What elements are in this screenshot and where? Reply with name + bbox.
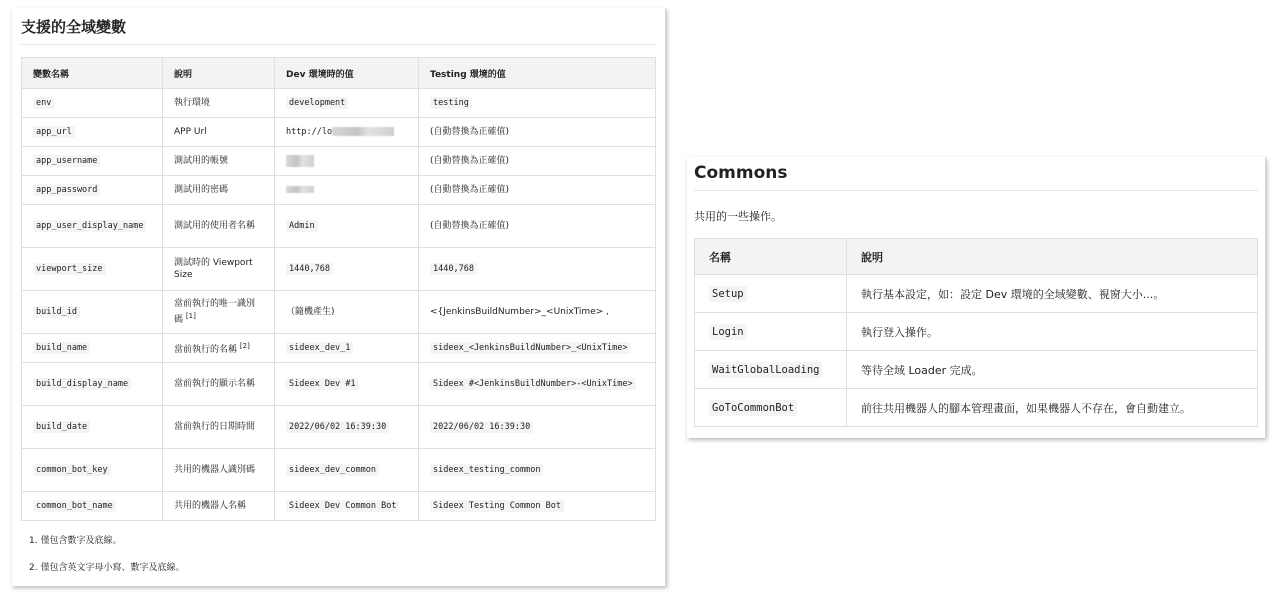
footnotes	[21, 533, 656, 573]
dev-value: Sideex Dev #1	[286, 378, 359, 390]
column-header: 名稱	[695, 239, 847, 275]
column-header: 說明	[163, 58, 275, 89]
command-name: WaitGlobalLoading	[709, 362, 822, 378]
table-header-row	[22, 58, 656, 89]
table-row	[22, 118, 656, 147]
table-row	[22, 492, 656, 521]
variable-description: APP Url	[163, 118, 275, 147]
command-name: Login	[709, 324, 747, 340]
testing-value: sideex_testing_common	[430, 464, 543, 476]
testing-value: 2022/06/02 16:39:30	[430, 421, 533, 433]
variable-name: build_name	[33, 342, 90, 354]
section-intro: 共用的一些操作。	[694, 210, 782, 223]
table-row	[22, 176, 656, 205]
redacted-blur	[286, 155, 314, 167]
variable-name: app_username	[33, 155, 100, 167]
table-row	[22, 147, 656, 176]
dev-value: Admin	[286, 220, 318, 232]
variable-description: 當前執行的顯示名稱	[163, 363, 275, 406]
command-description: 前往共用機器人的腳本管理畫面，如果機器人不存在，會自動建立。	[847, 389, 1258, 427]
dev-value: sideex_dev_1	[286, 342, 353, 354]
command-description: 執行基本設定，如：設定 Dev 環境的全域變數、視窗大小...。	[847, 275, 1258, 313]
global-variables-table	[21, 57, 656, 521]
table-row	[22, 334, 656, 363]
variable-description: 測試用的密碼	[163, 176, 275, 205]
dev-value: 1440,768	[286, 263, 333, 275]
variable-name: app_url	[33, 126, 75, 138]
testing-value: (自動替換為正確值)	[419, 205, 656, 248]
variable-name: env	[33, 97, 54, 109]
dev-value: Sideex Dev Common Bot	[286, 500, 399, 512]
variable-name: app_user_display_name	[33, 220, 146, 232]
footnote-ref[interactable]: [1]	[185, 312, 196, 320]
section-title: 支援的全域變數	[21, 16, 656, 45]
section-title: Commons	[694, 161, 1258, 191]
commons-table	[694, 238, 1258, 427]
table-row	[22, 205, 656, 248]
testing-value: (自動替換為正確值)	[419, 147, 656, 176]
table-row	[22, 291, 656, 334]
table-row	[695, 275, 1258, 313]
dev-value: （隨機產生)	[275, 291, 419, 334]
variable-description: 當前執行的名稱	[174, 345, 238, 355]
testing-value: Sideex Testing Common Bot	[430, 500, 564, 512]
variable-description: 共用的機器人識別碼	[163, 449, 275, 492]
variable-description: 執行環境	[163, 89, 275, 118]
variable-name: viewport_size	[33, 263, 106, 275]
dev-value: 2022/06/02 16:39:30	[286, 421, 389, 433]
column-header: 變數名稱	[22, 58, 163, 89]
command-description: 執行登入操作。	[847, 313, 1258, 351]
testing-value: Sideex #<JenkinsBuildNumber>-<UnixTime>	[430, 378, 636, 390]
variable-description: 當前執行的日期時間	[163, 406, 275, 449]
table-row	[695, 351, 1258, 389]
variable-name: common_bot_key	[33, 464, 111, 476]
command-name: GoToCommonBot	[709, 400, 797, 416]
redacted-blur	[286, 186, 314, 193]
table-header-row	[695, 239, 1258, 275]
dev-value: development	[286, 97, 348, 109]
variable-description-cell	[163, 291, 275, 334]
commons-panel	[687, 157, 1266, 438]
variable-name: app_password	[33, 184, 100, 196]
column-header: Testing 環境的值	[419, 58, 656, 89]
table-row	[22, 248, 656, 291]
dev-value: sideex_dev_common	[286, 464, 379, 476]
column-header: Dev 環境時的值	[275, 58, 419, 89]
variable-description: 當前執行的唯一識別碼	[174, 299, 256, 325]
testing-value: (自動替換為正確值)	[419, 176, 656, 205]
variable-description-cell	[163, 334, 275, 363]
global-variables-panel	[12, 8, 666, 586]
table-row	[22, 363, 656, 406]
testing-value: sideex_<JenkinsBuildNumber>_<UnixTime>	[430, 342, 630, 354]
command-description: 等待全域 Loader 完成。	[847, 351, 1258, 389]
table-row	[22, 449, 656, 492]
testing-value: 1440,768	[430, 263, 477, 275]
footnote-ref[interactable]: [2]	[239, 342, 250, 350]
variable-description: 測試用的帳號	[163, 147, 275, 176]
variable-name: build_date	[33, 421, 90, 433]
footnote-item: 1. 僅包含數字及底線。	[29, 536, 122, 546]
command-name: Setup	[709, 286, 747, 302]
dev-value: http://lo	[286, 127, 333, 137]
testing-value: (自動替換為正確值)	[419, 118, 656, 147]
variable-description: 測試時的 Viewport Size	[163, 248, 275, 291]
table-row	[695, 389, 1258, 427]
testing-value: <{JenkinsBuildNumber>_<UnixTime> ,	[419, 291, 656, 334]
table-row	[22, 406, 656, 449]
variable-name: common_bot_name	[33, 500, 116, 512]
variable-name: build_display_name	[33, 378, 131, 390]
variable-description: 測試用的使用者名稱	[163, 205, 275, 248]
testing-value: testing	[430, 97, 472, 109]
footnote-item: 2. 僅包含英文字母小寫、數字及底線。	[29, 563, 185, 573]
table-row	[695, 313, 1258, 351]
table-row	[22, 89, 656, 118]
redacted-blur	[332, 127, 394, 136]
variable-description: 共用的機器人名稱	[163, 492, 275, 521]
variable-name: build_id	[33, 306, 80, 318]
column-header: 說明	[847, 239, 1258, 275]
